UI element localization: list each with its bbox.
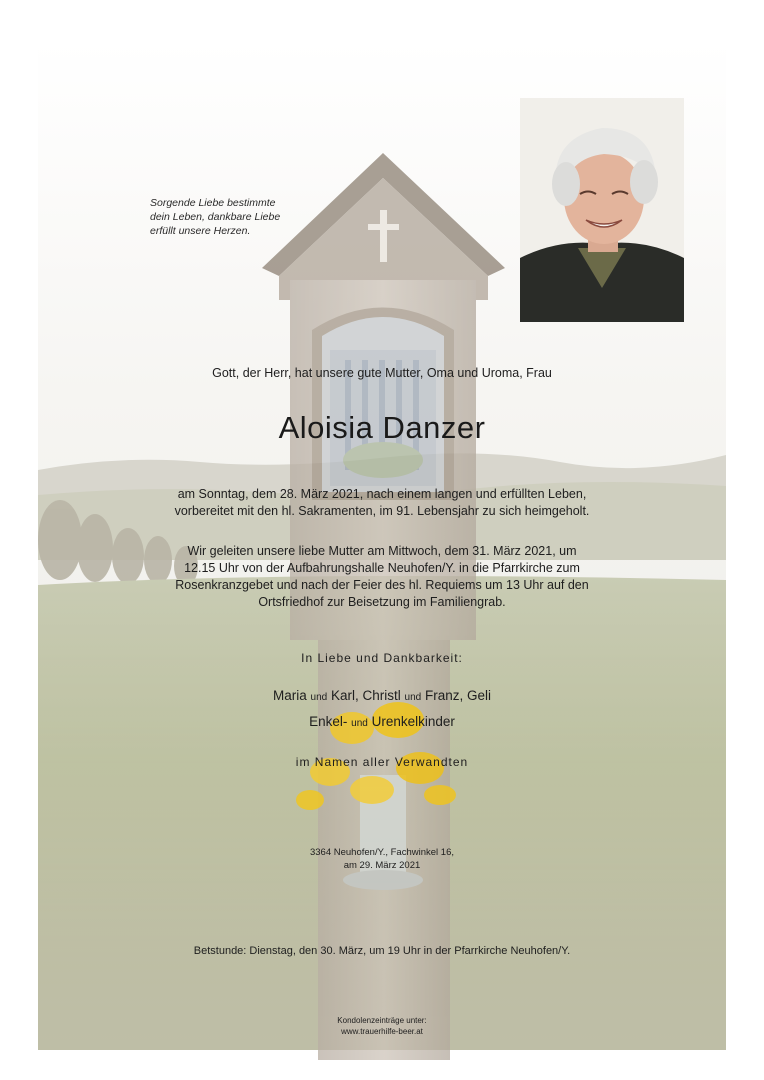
- condolence-block: [0, 1015, 764, 1037]
- quote-line: erfüllt unsere Herzen.: [150, 225, 251, 237]
- family-name: Karl, Christl: [330, 688, 401, 703]
- death-announcement: [0, 486, 764, 520]
- family-name: Maria: [273, 688, 307, 703]
- quote-line: Sorgende Liebe bestimmte: [150, 197, 276, 209]
- text-line: am Sonntag, dem 28. März 2021, nach einem langen und erfüllten Leben,: [177, 487, 587, 501]
- conjunction: und: [310, 692, 328, 703]
- text-line: vorbereitet mit den hl. Sakramenten, im 91. Lebensjahr zu sich heimgeholt.: [174, 504, 590, 518]
- family-line-1: [0, 688, 764, 703]
- address-line: 3364 Neuhofen/Y., Fachwinkel 16,: [309, 847, 454, 858]
- family-line-2: [0, 714, 764, 729]
- text-line: Rosenkranzgebet und nach der Feier des hl. Requiems um 13 Uhr auf den: [175, 578, 589, 592]
- text-line: 12.15 Uhr von der Aufbahrungshalle Neuhofen/Y. in die Pfarrkirche zum: [184, 561, 580, 575]
- funeral-details: [0, 543, 764, 611]
- date-line: am 29. März 2021: [343, 860, 421, 871]
- memorial-quote: [150, 196, 310, 238]
- family-name: Urenkelkinder: [371, 714, 455, 729]
- address-block: [0, 846, 764, 872]
- condolence-url[interactable]: www.trauerhilfe-beer.at: [341, 1027, 423, 1036]
- intro-line: Gott, der Herr, hat unsere gute Mutter, Oma und Uroma, Frau: [212, 366, 552, 380]
- quote-line: dein Leben, dankbare Liebe: [150, 211, 281, 223]
- gratitude-heading: In Liebe und Dankbarkeit:: [301, 651, 463, 665]
- condolence-label: Kondolenzeinträge unter:: [337, 1016, 427, 1025]
- text-line: Ortsfriedhof zur Beisetzung im Familiengrab.: [258, 595, 506, 609]
- portrait-photo: [520, 98, 684, 322]
- conjunction: und: [404, 692, 422, 703]
- conjunction: und: [351, 718, 368, 729]
- prayer-hour: Betstunde: Dienstag, den 30. März, um 19 Uhr in der Pfarrkirche Neuhofen/Y.: [193, 945, 571, 957]
- deceased-name: Aloisia Danzer: [278, 410, 486, 445]
- relatives-line: im Namen aller Verwandten: [295, 755, 469, 769]
- text-line: Wir geleiten unsere liebe Mutter am Mittwoch, dem 31. März 2021, um: [187, 544, 577, 558]
- family-name: Enkel-: [309, 714, 348, 729]
- family-name: Franz, Geli: [424, 688, 491, 703]
